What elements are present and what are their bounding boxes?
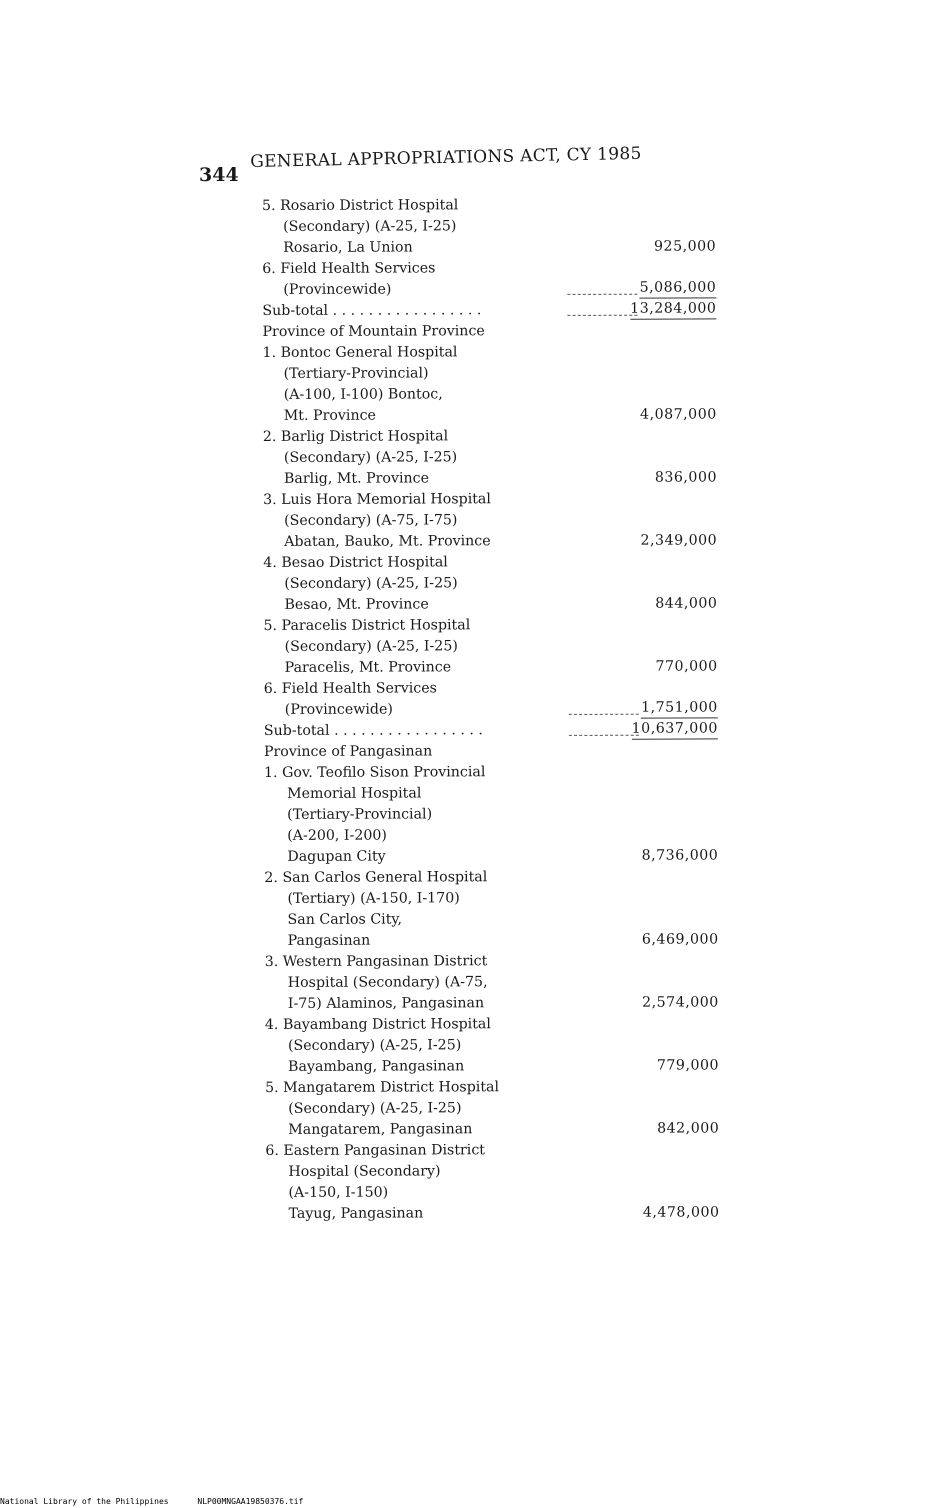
item-label: Rosario, La Union <box>283 239 413 256</box>
item-amount: 1,751,000 <box>641 698 718 718</box>
list-item <box>264 824 734 847</box>
item-label: San Carlos City, <box>287 911 403 928</box>
scan-footer <box>0 1497 327 1506</box>
item-label: Barlig, Mt. Province <box>283 470 430 487</box>
list-item <box>264 677 734 700</box>
item-amount: 8,736,000 <box>641 847 719 864</box>
list-item <box>263 572 733 595</box>
item-label: (Secondary) (A-25, I-25) <box>283 218 457 235</box>
list-item <box>265 992 735 1015</box>
list-item <box>263 551 733 574</box>
item-label: Besao, Mt. Province <box>284 596 429 613</box>
item-label: (Tertiary-Provincial) <box>287 806 433 823</box>
item-label: 1. Gov. Teofilo Sison Provincial <box>263 764 486 781</box>
item-amount: 844,000 <box>655 595 718 612</box>
item-label: Hospital (Secondary) (A-75, <box>287 974 488 991</box>
list-item <box>264 845 734 868</box>
item-label: (Secondary) (A-25, I-25) <box>284 638 458 655</box>
list-item <box>263 341 733 364</box>
item-label: Mt. Province <box>283 407 376 424</box>
item-label: Memorial Hospital <box>287 785 422 802</box>
item-label: (Secondary) (A-25, I-25) <box>288 1100 462 1117</box>
list-item <box>265 1118 735 1141</box>
list-item <box>264 803 734 826</box>
list-item <box>265 1160 735 1183</box>
list-item <box>264 887 734 910</box>
item-amount: 770,000 <box>655 658 718 675</box>
item-label: Sub-total . . . . . . . . . . . . . . . . . <box>263 722 483 739</box>
list-item <box>265 929 735 952</box>
item-label: (Provincewide) <box>284 701 393 718</box>
item-label: Dagupan City <box>287 848 386 865</box>
list-item <box>265 950 735 973</box>
list-item <box>262 257 732 280</box>
appropriations-list <box>262 194 736 1225</box>
list-item <box>263 614 733 637</box>
item-amount: 6,469,000 <box>641 931 719 948</box>
page-number: 344 <box>199 164 239 186</box>
footer-library: National Library of the Philippines <box>0 1497 169 1506</box>
list-item <box>264 698 734 721</box>
list-item <box>263 362 733 385</box>
item-label: (A-100, I-100) Bontoc, <box>283 386 443 403</box>
list-item <box>264 761 734 784</box>
leader-rule <box>567 315 637 316</box>
list-item <box>264 635 734 658</box>
item-label: Province of Mountain Province <box>262 323 485 340</box>
item-label: Abatan, Bauko, Mt. Province <box>284 533 491 550</box>
list-item <box>265 971 735 994</box>
item-label: 5. Rosario District Hospital <box>262 197 459 214</box>
item-label: (Tertiary-Provincial) <box>283 365 429 382</box>
list-item <box>266 1202 736 1225</box>
list-item <box>265 1181 735 1204</box>
item-label: Hospital (Secondary) <box>288 1163 441 1180</box>
item-label: 2. San Carlos General Hospital <box>264 869 488 886</box>
item-label: 4. Bayambang District Hospital <box>264 1016 491 1033</box>
item-label: (A-150, I-150) <box>288 1184 389 1201</box>
item-label: 2. Barlig District Hospital <box>262 428 449 445</box>
list-item <box>263 530 733 553</box>
list-item <box>263 509 733 532</box>
item-amount: 4,478,000 <box>642 1204 720 1221</box>
list-item <box>265 1076 735 1099</box>
list-item <box>264 719 734 742</box>
list-item <box>265 1013 735 1036</box>
list-item <box>265 1034 735 1057</box>
item-amount: 2,574,000 <box>642 994 719 1011</box>
list-item <box>263 425 733 448</box>
item-amount: 5,086,000 <box>640 278 717 298</box>
item-label: Bayambang, Pangasinan <box>288 1058 465 1075</box>
list-item <box>263 404 733 427</box>
item-label: (A-200, I-200) <box>287 827 387 844</box>
item-label: Mangatarem, Pangasinan <box>288 1121 473 1138</box>
list-item <box>263 593 733 616</box>
item-label: (Secondary) (A-25, I-25) <box>284 575 458 592</box>
item-amount: 925,000 <box>653 238 717 255</box>
list-item <box>262 236 732 259</box>
page-title: GENERAL APPROPRIATIONS ACT, CY 1985 <box>250 143 642 172</box>
list-item <box>264 866 734 889</box>
item-label: 6. Field Health Services <box>262 260 436 277</box>
list-item <box>262 278 732 301</box>
item-amount: 836,000 <box>654 469 718 486</box>
item-label: (Provincewide) <box>283 281 392 298</box>
item-amount: 10,637,000 <box>632 719 718 739</box>
footer-file: NLP00MNGAA19850376.tif <box>197 1497 304 1506</box>
list-item <box>265 1139 735 1162</box>
item-label: (Tertiary) (A-150, I-170) <box>287 890 460 907</box>
item-label: Pangasinan <box>287 932 371 949</box>
item-label: Paracelis, Mt. Province <box>284 659 452 676</box>
item-amount: 4,087,000 <box>640 406 717 423</box>
leader-rule <box>569 714 639 715</box>
item-label: 5. Mangatarem District Hospital <box>265 1079 500 1096</box>
item-label: 6. Eastern Pangasinan District <box>265 1142 486 1159</box>
list-item <box>263 383 733 406</box>
list-item <box>264 656 734 679</box>
item-label: Province of Pangasinan <box>263 743 433 760</box>
item-label: 4. Besao District Hospital <box>263 554 448 571</box>
list-item <box>264 740 734 763</box>
list-item <box>263 446 733 469</box>
item-label: 5. Paracelis District Hospital <box>263 617 471 634</box>
list-item <box>263 467 733 490</box>
item-amount: 779,000 <box>656 1057 720 1074</box>
item-label: Sub-total . . . . . . . . . . . . . . . . . <box>262 302 482 319</box>
leader-rule <box>569 735 639 736</box>
item-label: Tayug, Pangasinan <box>288 1205 424 1222</box>
leader-rule <box>567 294 637 295</box>
list-item <box>264 908 734 931</box>
list-item <box>264 782 734 805</box>
item-label: 6. Field Health Services <box>263 680 437 697</box>
list-item <box>262 194 732 217</box>
list-item <box>262 320 732 343</box>
item-amount: 2,349,000 <box>640 532 718 549</box>
item-label: (Secondary) (A-25, I-25) <box>287 1037 462 1054</box>
item-label: 3. Luis Hora Memorial Hospital <box>263 491 491 508</box>
list-item <box>265 1097 735 1120</box>
list-item <box>262 299 732 322</box>
item-label: 3. Western Pangasinan District <box>264 953 488 970</box>
list-item <box>263 488 733 511</box>
item-label: 1. Bontoc General Hospital <box>262 344 458 361</box>
item-amount: 842,000 <box>657 1120 720 1137</box>
list-item <box>265 1055 735 1078</box>
list-item <box>262 215 732 238</box>
item-label: I-75) Alaminos, Pangasinan <box>287 995 485 1012</box>
item-amount: 13,284,000 <box>630 299 716 319</box>
item-label: (Secondary) (A-75, I-75) <box>284 512 458 529</box>
item-label: (Secondary) (A-25, I-25) <box>283 449 458 466</box>
